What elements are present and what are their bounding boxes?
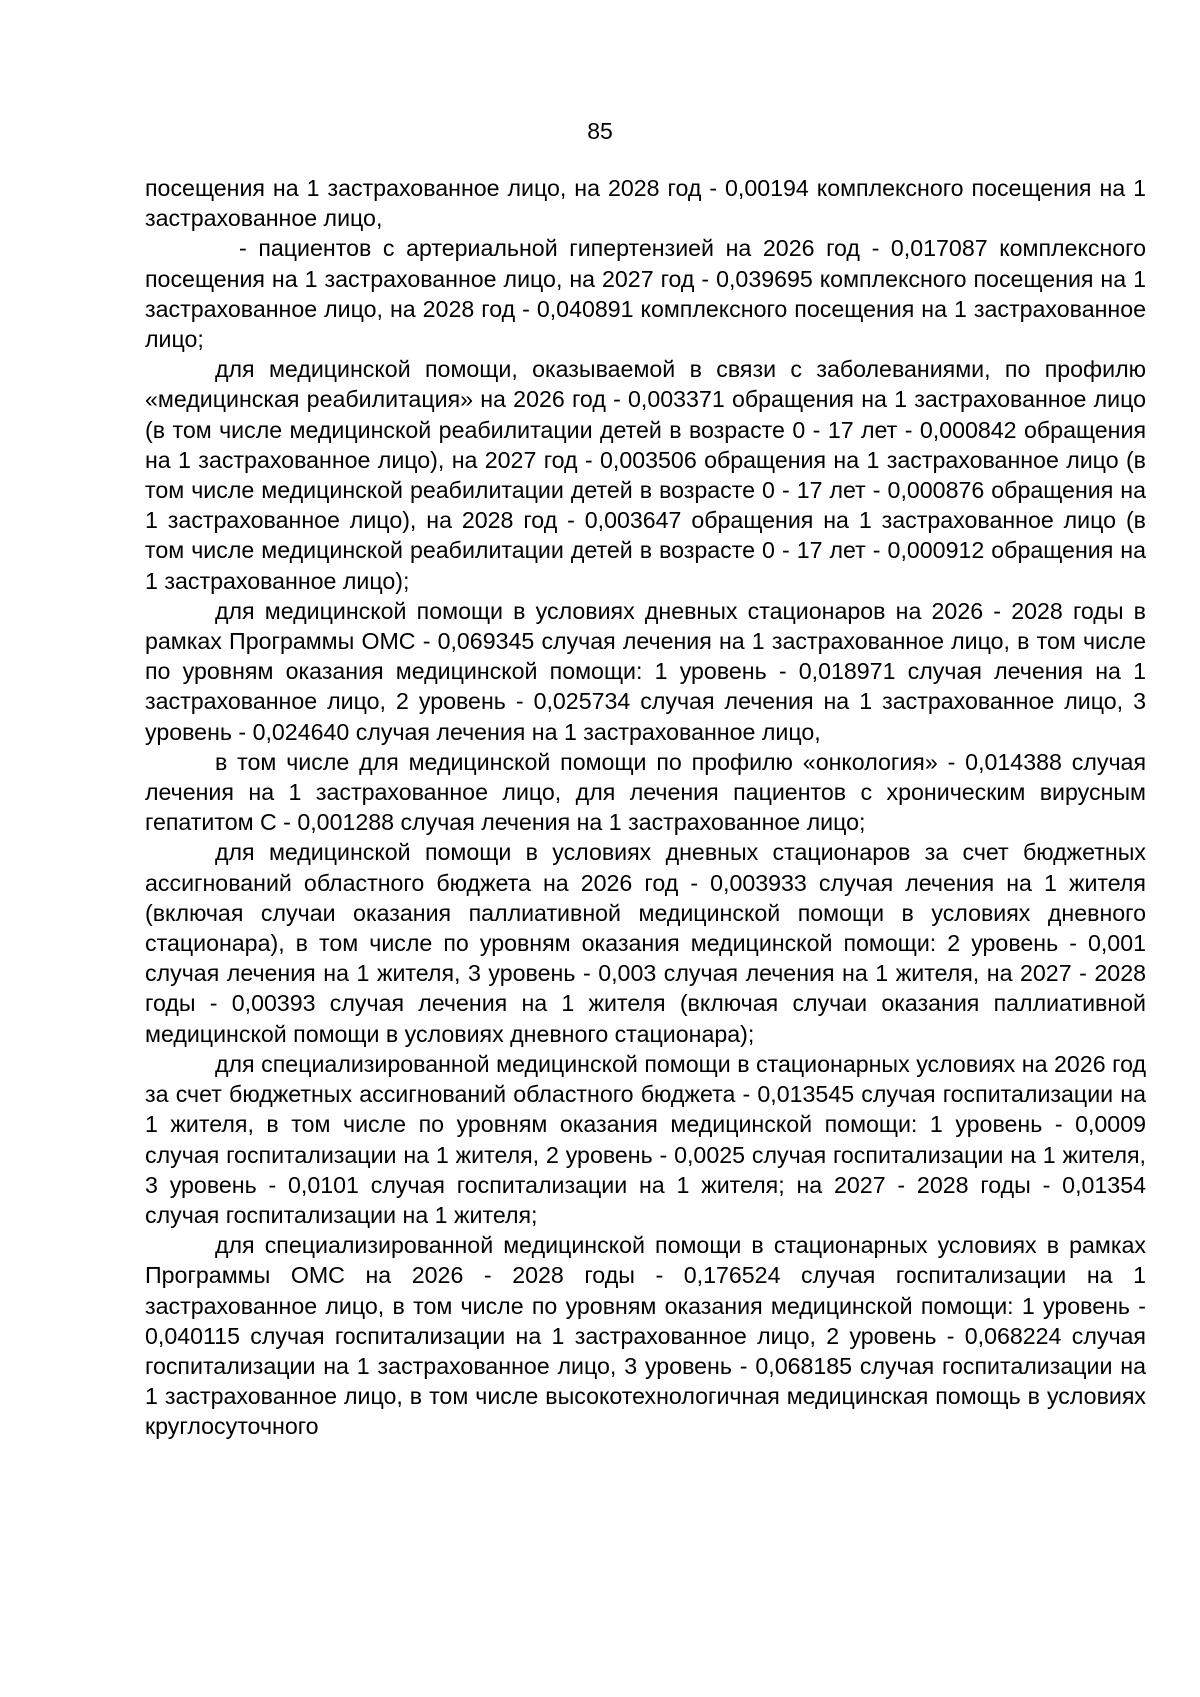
paragraph-day-hospital-budget: для медицинской помощи в условиях дневных стационаров за счет бюджетных ассигнований областного бюджета на 2026 год - 0,003933 случая лечения на 1 жителя (включая случаи оказания паллиативной медицинской помощи в условиях дневного стационара), в том числе по уровням оказания медицинской помощи: 2 уровень - 0,001 случая лечения на 1 жителя, 3 уровень - 0,003 случая лечения на 1 жителя, на 2027 - 2028 годы - 0,00393 случая лечения на 1 жителя (включая случаи оказания паллиативной медицинской помощи в условиях дневного стационара); — [145, 839, 1146, 1047]
document-body — [145, 173, 1146, 1442]
paragraph-inpatient-budget: для специализированной медицинской помощи в стационарных условиях на 2026 год за счет бюджетных ассигнований областного бюджета - 0,013545 случая госпитализации на 1 жителя, в том числе по уровням оказания медицинской помощи: 1 уровень - 0,0009 случая госпитализации на 1 жителя, 2 уровень - 0,0025 случая госпитализации на 1 жителя, 3 уровень - 0,0101 случая госпитализации на 1 жителя; на 2027 - 2028 годы - 0,01354 случая госпитализации на 1 жителя; — [145, 1050, 1146, 1228]
paragraph-oncology: в том числе для медицинской помощи по профилю «онкология» - 0,014388 случая лечения на 1 застрахованное лицо, для лечения пациентов с хроническим вирусным гепатитом С - 0,001288 случая лечения на 1 застрахованное лицо; — [145, 748, 1146, 836]
paragraph-rehabilitation: для медицинской помощи, оказываемой в связи с заболеваниями, по профилю «медицинская реабилитация» на 2026 год - 0,003371 обращения на 1 застрахованное лицо (в том числе медицинской реабилитации детей в возрасте 0 - 17 лет - 0,000842 обращения на 1 застрахованное лицо), на 2027 год - 0,003506 обращения на 1 застрахованное лицо (в том числе медицинской реабилитации детей в возрасте 0 - 17 лет - 0,000876 обращения на 1 застрахованное лицо), на 2028 год - 0,003647 обращения на 1 застрахованное лицо (в том числе медицинской реабилитации детей в возрасте 0 - 17 лет - 0,000912 обращения на 1 застрахованное лицо); — [145, 356, 1146, 594]
page-number: 85 — [587, 118, 613, 144]
paragraph-continuation: посещения на 1 застрахованное лицо, на 2028 год - 0,00194 комплексного посещения на 1 застрахованное лицо, — [145, 175, 1146, 232]
paragraph-hypertension: - пациентов с артериальной гипертензией на 2026 год - 0,017087 комплексного посещения на 1 застрахованное лицо, на 2027 год - 0,039695 комплексного посещения на 1 застрахованное лицо, на 2028 год - 0,040891 комплексного посещения на 1 застрахованное лицо; — [145, 235, 1146, 353]
paragraph-day-hospital-oms: для медицинской помощи в условиях дневных стационаров на 2026 - 2028 годы в рамках Программы ОМС - 0,069345 случая лечения на 1 застрахованное лицо, в том числе по уровням оказания медицинской помощи: 1 уровень - 0,018971 случая лечения на 1 застрахованное лицо, 2 уровень - 0,025734 случая лечения на 1 застрахованное лицо, 3 уровень - 0,024640 случая лечения на 1 застрахованное лицо, — [145, 597, 1146, 745]
paragraph-inpatient-oms: для специализированной медицинской помощи в стационарных условиях в рамках Программы ОМС на 2026 - 2028 годы - 0,176524 случая госпитализации на 1 застрахованное лицо, в том числе по уровням оказания медицинской помощи: 1 уровень - 0,040115 случая госпитализации на 1 застрахованное лицо, 2 уровень - 0,068224 случая госпитализации на 1 застрахованное лицо, 3 уровень - 0,068185 случая госпитализации на 1 застрахованное лицо, в том числе высокотехнологичная медицинская помощь в условиях круглосуточного — [145, 1232, 1146, 1440]
